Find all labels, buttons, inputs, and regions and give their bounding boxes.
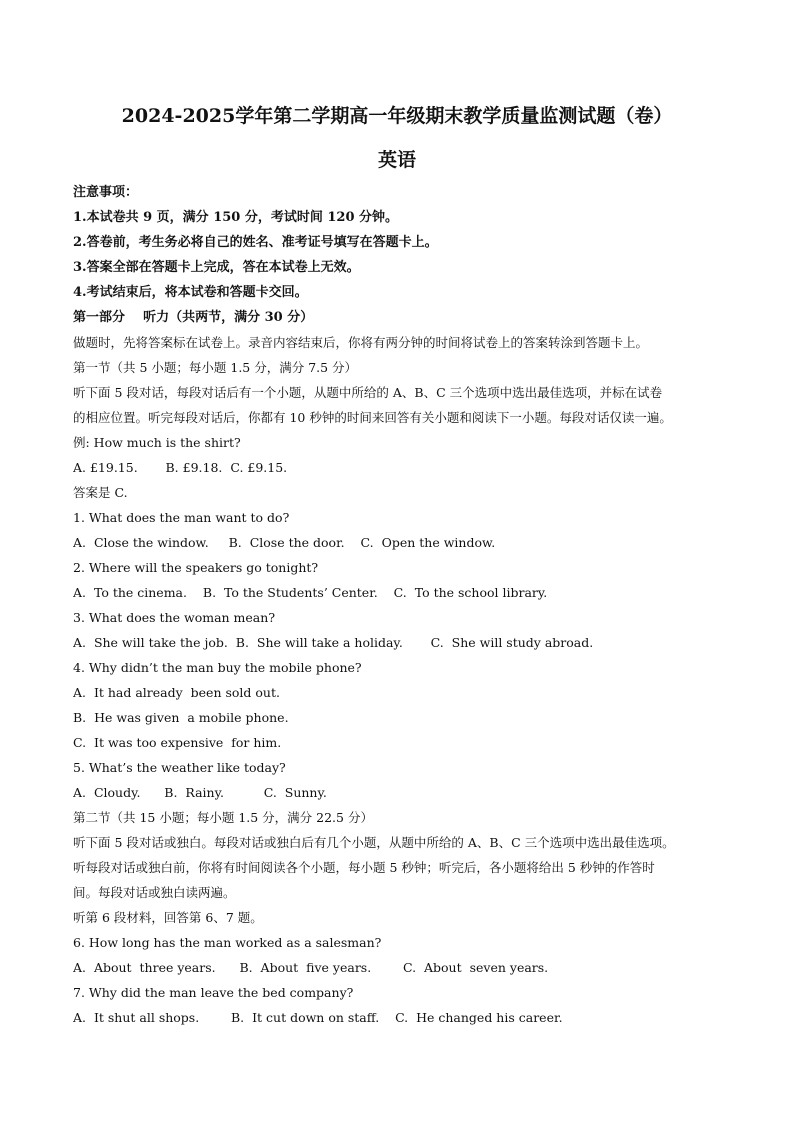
question-4-option-c: C. It was too expensive for him. <box>73 735 282 750</box>
section2-heading: 第二节（共 15 小题；每小题 1.5 分，满分 22.5 分） <box>73 810 373 825</box>
part1-intro: 做题时，先将答案标在试卷上。录音内容结束后，你将有两分钟的时间将试卷上的答案转涂到答题卡上。 <box>73 335 649 350</box>
subject-title: 英语 <box>377 149 416 171</box>
section2-instructions: 听每段对话或独白前，你将有时间阅读各个小题，每小题 5 秒钟；听完后，各小题将给出 5 秒钟的作答时 <box>73 860 655 875</box>
question-4-option-b: B. He was given a mobile phone. <box>73 710 289 725</box>
question-7: 7. Why did the man leave the bed company? <box>73 985 354 1000</box>
question-2: 2. Where will the speakers go tonight? <box>73 560 319 575</box>
question-2-options: A. To the cinema. B. To the Students’ Center. C. To the school library. <box>73 585 548 600</box>
section2-instructions: 听下面 5 段对话或独白。每段对话或独白后有几个小题，从题中所给的 A、B、C 三个选项中选出最佳选项。 <box>73 835 675 850</box>
example-options: A. £19.15. B. £9.18. C. £9.15. <box>73 460 288 475</box>
section2-instructions: 间。每段对话或独白读两遍。 <box>73 885 236 900</box>
example-question: 例: How much is the shirt? <box>73 435 241 450</box>
question-1-options: A. Close the window. B. Close the door. C. Open the window. <box>73 535 496 550</box>
question-3-options: A. She will take the job. B. She will take a holiday. C. She will study abroad. <box>73 635 594 650</box>
question-7-options: A. It shut all shops. B. It cut down on staff. C. He changed his career. <box>73 1010 563 1025</box>
notice-heading: 注意事项： <box>73 185 139 200</box>
example-answer: 答案是 C. <box>73 485 128 500</box>
notice-item: 4.考试结束后，将本试卷和答题卡交回。 <box>73 285 308 300</box>
part1-heading: 第一部分 听力（共两节，满分 30 分） <box>73 310 314 325</box>
material-6-label: 听第 6 段材料，回答第 6、7 题。 <box>73 910 263 925</box>
question-3: 3. What does the woman mean? <box>73 610 276 625</box>
question-1: 1. What does the man want to do? <box>73 510 290 525</box>
section1-instructions: 听下面 5 段对话，每段对话后有一个小题，从题中所给的 A、B、C 三个选项中选出最佳选项，并标在试卷 <box>73 385 663 400</box>
question-4: 4. Why didn’t the man buy the mobile phone? <box>73 660 362 675</box>
question-5-options: A. Cloudy. B. Rainy. C. Sunny. <box>73 785 327 800</box>
section1-heading: 第一节（共 5 小题；每小题 1.5 分，满分 7.5 分） <box>73 360 358 375</box>
notice-item: 2.答卷前，考生务必将自己的姓名、准考证号填写在答题卡上。 <box>73 235 438 250</box>
notice-item: 3.答案全部在答题卡上完成，答在本试卷上无效。 <box>73 260 360 275</box>
notice-item: 1.本试卷共 9 页，满分 150 分，考试时间 120 分钟。 <box>73 210 399 225</box>
question-6-options: A. About three years. B. About five years. C. About seven years. <box>73 960 549 975</box>
question-5: 5. What’s the weather like today? <box>73 760 286 775</box>
question-4-option-a: A. It had already been sold out. <box>73 685 280 700</box>
section1-instructions: 的相应位置。听完每段对话后，你都有 10 秒钟的时间来回答有关小题和阅读下一小题。每段对话仅读一遍。 <box>73 410 672 425</box>
question-6: 6. How long has the man worked as a salesman? <box>73 935 382 950</box>
document-title: 2024-2025学年第二学期高一年级期末教学质量监测试题（卷） <box>121 105 673 127</box>
